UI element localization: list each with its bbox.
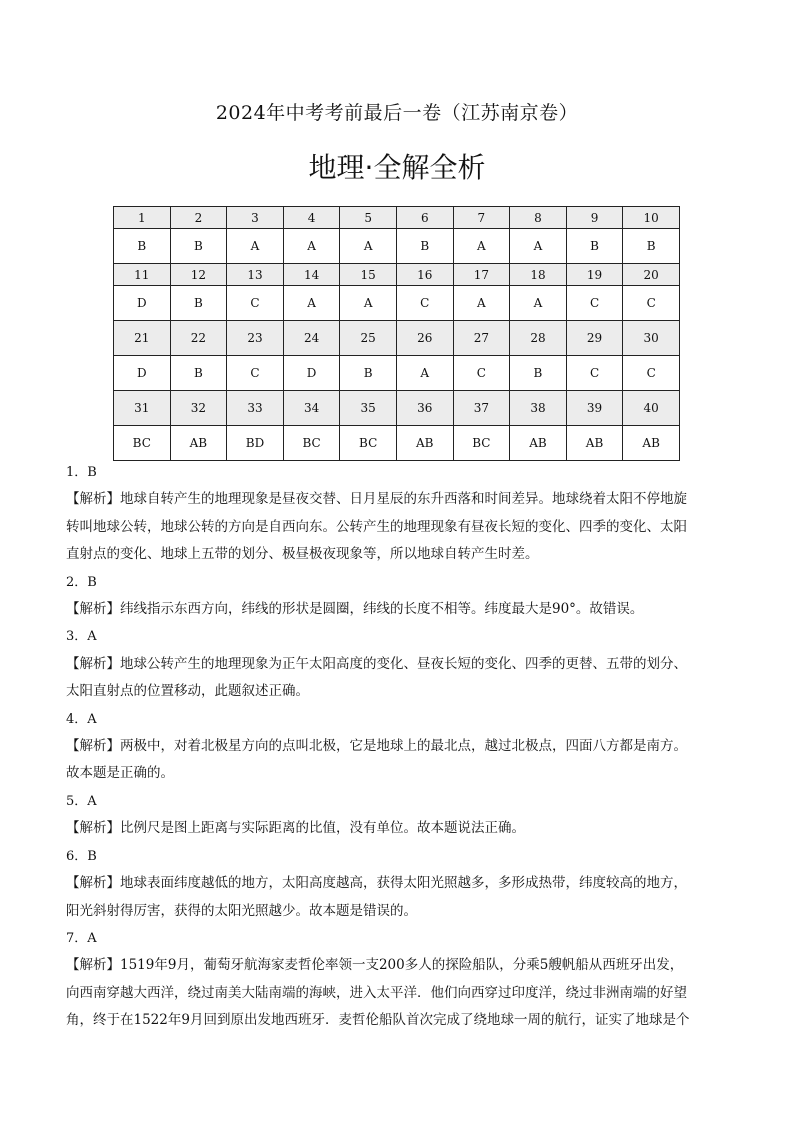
question-number-cell: 14 (283, 264, 340, 286)
answer-cell: A (340, 229, 397, 264)
question-number-cell: 4 (283, 207, 340, 229)
explanation-line: 【解析】两极中，对着北极星方向的点叫北极，它是地球上的最北点，越过北极点，四面八方都是南方。 (66, 738, 687, 755)
question-number-row (114, 321, 680, 356)
answer-row (114, 426, 680, 461)
answer-cell: B (396, 229, 453, 264)
question-number-cell: 35 (340, 391, 397, 426)
question-number-cell: 7 (453, 207, 510, 229)
answer-cell: C (227, 286, 284, 321)
question-number-cell: 19 (566, 264, 623, 286)
question-number-cell: 23 (227, 321, 284, 356)
question-heading: 7．A (66, 930, 97, 946)
question-number-cell: 25 (340, 321, 397, 356)
question-number-cell: 13 (227, 264, 284, 286)
explanation-line: 直射点的变化、地球上五带的划分、极昼极夜现象等，所以地球自转产生时差。 (66, 546, 539, 563)
question-heading: 3．A (66, 629, 97, 645)
question-number-cell: 30 (623, 321, 680, 356)
question-number-cell: 17 (453, 264, 510, 286)
question-number-cell: 32 (170, 391, 227, 426)
answer-cell: C (396, 286, 453, 321)
question-heading: 4．A (66, 711, 97, 727)
question-number-cell: 18 (510, 264, 567, 286)
answer-cell: A (283, 229, 340, 264)
question-number-cell: 27 (453, 321, 510, 356)
explanation-line: 【解析】地球公转产生的地理现象为正午太阳高度的变化、昼夜长短的变化、四季的更替、五带的划分、 (66, 655, 687, 672)
question-number-row (114, 264, 680, 286)
answer-cell: B (170, 229, 227, 264)
answer-row (114, 286, 680, 321)
question-heading: 6．B (66, 848, 97, 864)
question-number-row (114, 391, 680, 426)
explanation-line: 太阳直射点的位置移动，此题叙述正确。 (66, 683, 309, 700)
answer-cell: BC (453, 426, 510, 461)
answer-cell: A (283, 286, 340, 321)
answer-cell: B (566, 229, 623, 264)
answer-cell: A (453, 286, 510, 321)
explanation-line: 转叫地球公转，地球公转的方向是自西向东。公转产生的地理现象有昼夜长短的变化、四季的变化、太阳 (66, 518, 687, 535)
question-number-cell: 24 (283, 321, 340, 356)
question-number-cell: 6 (396, 207, 453, 229)
explanation-line: 【解析】地球表面纬度越低的地方，太阳高度越高，获得太阳光照越多，多形成热带，纬度较高的地方， (66, 875, 687, 892)
question-number-cell: 12 (170, 264, 227, 286)
answer-cell: A (396, 356, 453, 391)
explanation-line: 【解析】比例尺是图上距离与实际距离的比值，没有单位。故本题说法正确。 (66, 820, 525, 837)
question-number-cell: 21 (114, 321, 171, 356)
answer-cell: C (566, 286, 623, 321)
question-number-cell: 26 (396, 321, 453, 356)
explanation-line: 【解析】纬线指示东西方向，纬线的形状是圆圈，纬线的长度不相等。纬度最大是90°。故错误。 (66, 601, 644, 618)
answer-cell: C (623, 356, 680, 391)
question-number-cell: 3 (227, 207, 284, 229)
answer-row (114, 229, 680, 264)
document-subtitle: 地理·全解全析 (308, 151, 486, 184)
answer-cell: AB (623, 426, 680, 461)
question-number-cell: 34 (283, 391, 340, 426)
explanation-line: 故本题是正确的。 (66, 765, 174, 782)
question-number-cell: 38 (510, 391, 567, 426)
answer-cell: B (114, 229, 171, 264)
answer-cell: C (453, 356, 510, 391)
answer-cell: A (510, 229, 567, 264)
answer-cell: B (170, 286, 227, 321)
answer-cell: A (340, 286, 397, 321)
question-number-cell: 9 (566, 207, 623, 229)
question-number-cell: 22 (170, 321, 227, 356)
question-number-cell: 29 (566, 321, 623, 356)
explanation-line: 向西南穿越大西洋，绕过南美大陆南端的海峡，进入太平洋．他们向西穿过印度洋，绕过非洲南端的好望 (66, 984, 687, 1001)
answer-cell: BC (114, 426, 171, 461)
answer-cell: C (623, 286, 680, 321)
question-number-cell: 37 (453, 391, 510, 426)
answer-cell: D (283, 356, 340, 391)
answer-cell: BC (340, 426, 397, 461)
question-heading: 2．B (66, 574, 97, 590)
answer-cell: D (114, 286, 171, 321)
answer-cell: A (510, 286, 567, 321)
answer-table (113, 206, 680, 461)
explanation-line: 阳光斜射得厉害，获得的太阳光照越少。故本题是错误的。 (66, 902, 417, 919)
answer-row (114, 356, 680, 391)
answer-cell: C (227, 356, 284, 391)
answer-cell: B (623, 229, 680, 264)
explanations (66, 459, 728, 1035)
question-number-cell: 8 (510, 207, 567, 229)
question-heading: 5．A (66, 793, 97, 809)
question-number-cell: 15 (340, 264, 397, 286)
answer-cell: D (114, 356, 171, 391)
answer-cell: A (227, 229, 284, 264)
question-number-cell: 33 (227, 391, 284, 426)
question-number-cell: 31 (114, 391, 171, 426)
question-number-cell: 20 (623, 264, 680, 286)
answer-cell: BC (283, 426, 340, 461)
answer-cell: AB (170, 426, 227, 461)
explanation-line: 角，终于在1522年9月回到原出发地西班牙．麦哲伦船队首次完成了绕地球一周的航行，证实了地球是个 (66, 1012, 690, 1029)
question-number-cell: 36 (396, 391, 453, 426)
answer-cell: B (340, 356, 397, 391)
question-heading: 1．B (66, 465, 97, 480)
document-title: 2024年中考考前最后一卷（江苏南京卷） (215, 102, 579, 124)
question-number-row (114, 207, 680, 229)
answer-cell: AB (510, 426, 567, 461)
question-number-cell: 11 (114, 264, 171, 286)
explanation-line: 【解析】1519年9月，葡萄牙航海家麦哲伦率领一支200多人的探险船队，分乘5艘帆船从西班牙出发， (66, 957, 684, 974)
question-number-cell: 5 (340, 207, 397, 229)
question-number-cell: 16 (396, 264, 453, 286)
question-number-cell: 39 (566, 391, 623, 426)
question-number-cell: 2 (170, 207, 227, 229)
question-number-cell: 40 (623, 391, 680, 426)
explanation-line: 【解析】地球自转产生的地理现象是昼夜交替、日月星辰的东升西落和时间差异。地球绕着太阳不停地旋 (66, 491, 687, 508)
answer-cell: A (453, 229, 510, 264)
answer-cell: AB (396, 426, 453, 461)
answer-cell: B (510, 356, 567, 391)
answer-cell: BD (227, 426, 284, 461)
answer-cell: AB (566, 426, 623, 461)
answer-cell: C (566, 356, 623, 391)
answer-cell: B (170, 356, 227, 391)
question-number-cell: 1 (114, 207, 171, 229)
question-number-cell: 28 (510, 321, 567, 356)
question-number-cell: 10 (623, 207, 680, 229)
